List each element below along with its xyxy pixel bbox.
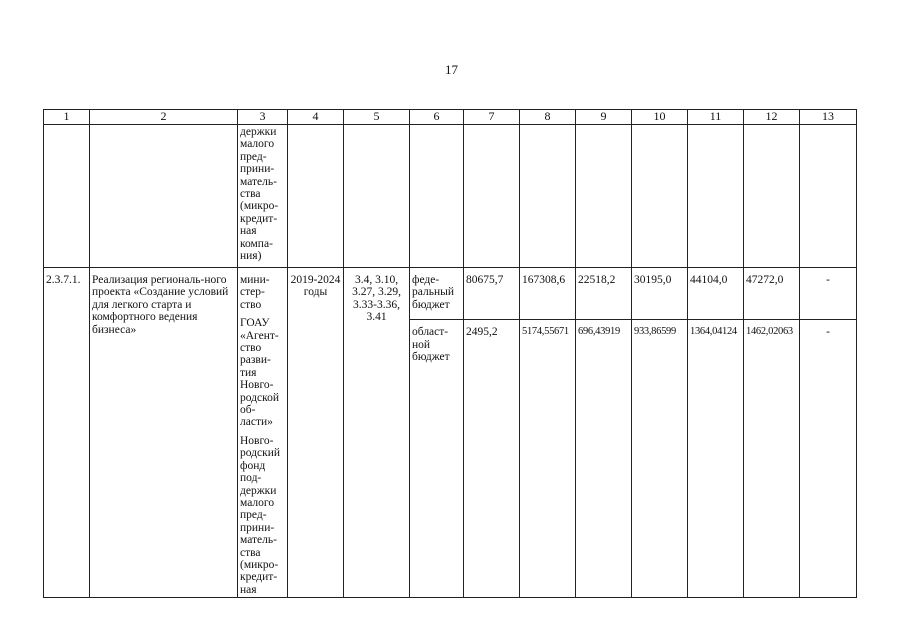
empty-cell — [744, 125, 800, 268]
activity-name: Реализация региональ-ного проекта «Создание условий для легкого старта и комфортного ведения бизнеса» — [90, 268, 238, 598]
header-cell: 12 — [744, 110, 800, 125]
row-number: 2.3.7.1. — [44, 268, 90, 598]
header-cell: 7 — [464, 110, 520, 125]
header-cell: 10 — [632, 110, 688, 125]
empty-cell — [288, 125, 344, 268]
empty-cell — [410, 125, 464, 268]
empty-cell — [344, 125, 410, 268]
funding-value: 22518,2 — [576, 268, 632, 320]
program-table — [43, 109, 857, 598]
header-cell: 11 — [688, 110, 744, 125]
continuation-row — [44, 125, 857, 268]
executor: ГОАУ «Агент-ство разви-тия Новго-родской об-ласти» — [240, 317, 280, 429]
funding-source: област-ной бюджет — [410, 320, 464, 598]
header-cell: 6 — [410, 110, 464, 125]
funding-value: 44104,0 — [688, 268, 744, 320]
funding-value: 80675,7 — [464, 268, 520, 320]
period: 2019-2024 годы — [288, 268, 344, 598]
header-cell: 9 — [576, 110, 632, 125]
funding-value: 696,43919 — [576, 320, 632, 598]
header-cell: 13 — [800, 110, 857, 125]
header-cell: 3 — [238, 110, 288, 125]
funding-value: - — [800, 268, 857, 320]
funding-value: 30195,0 — [632, 268, 688, 320]
funding-value: 1364,04124 — [688, 320, 744, 598]
funding-value: 933,86599 — [632, 320, 688, 598]
empty-cell — [800, 125, 857, 268]
header-cell: 8 — [520, 110, 576, 125]
executor: мини-стер-ство — [240, 274, 270, 311]
funding-value: 5174,55671 — [520, 320, 576, 598]
header-cell: 1 — [44, 110, 90, 125]
funding-value: 2495,2 — [464, 320, 520, 598]
header-cell: 4 — [288, 110, 344, 125]
funding-value: 47272,0 — [744, 268, 800, 320]
empty-cell — [44, 125, 90, 268]
empty-cell — [464, 125, 520, 268]
funding-value: - — [800, 320, 857, 598]
empty-cell — [632, 125, 688, 268]
page-number: 17 — [445, 62, 458, 77]
funding-source: феде-ральный бюджет — [410, 268, 464, 320]
header-cell: 2 — [90, 110, 238, 125]
header-cell: 5 — [344, 110, 410, 125]
funding-value: 167308,6 — [520, 268, 576, 320]
empty-cell — [576, 125, 632, 268]
header-row — [44, 110, 857, 125]
executor: Новго-родский фонд под-держки малого пред-прини-матель-ства (микро-кредит-ная — [240, 434, 281, 596]
funding-value: 1462,02063 — [744, 320, 800, 598]
empty-cell — [520, 125, 576, 268]
continued-executor-cell: держки малого пред-прини-матель-ства (микро-кредит-ная компа-ния) — [238, 125, 288, 268]
table-row — [44, 268, 857, 320]
empty-cell — [688, 125, 744, 268]
executors-cell — [238, 268, 288, 598]
indicators: 3.4, 3.10, 3.27, 3.29, 3.33-3.36, 3.41 — [344, 268, 410, 598]
empty-cell — [90, 125, 238, 268]
